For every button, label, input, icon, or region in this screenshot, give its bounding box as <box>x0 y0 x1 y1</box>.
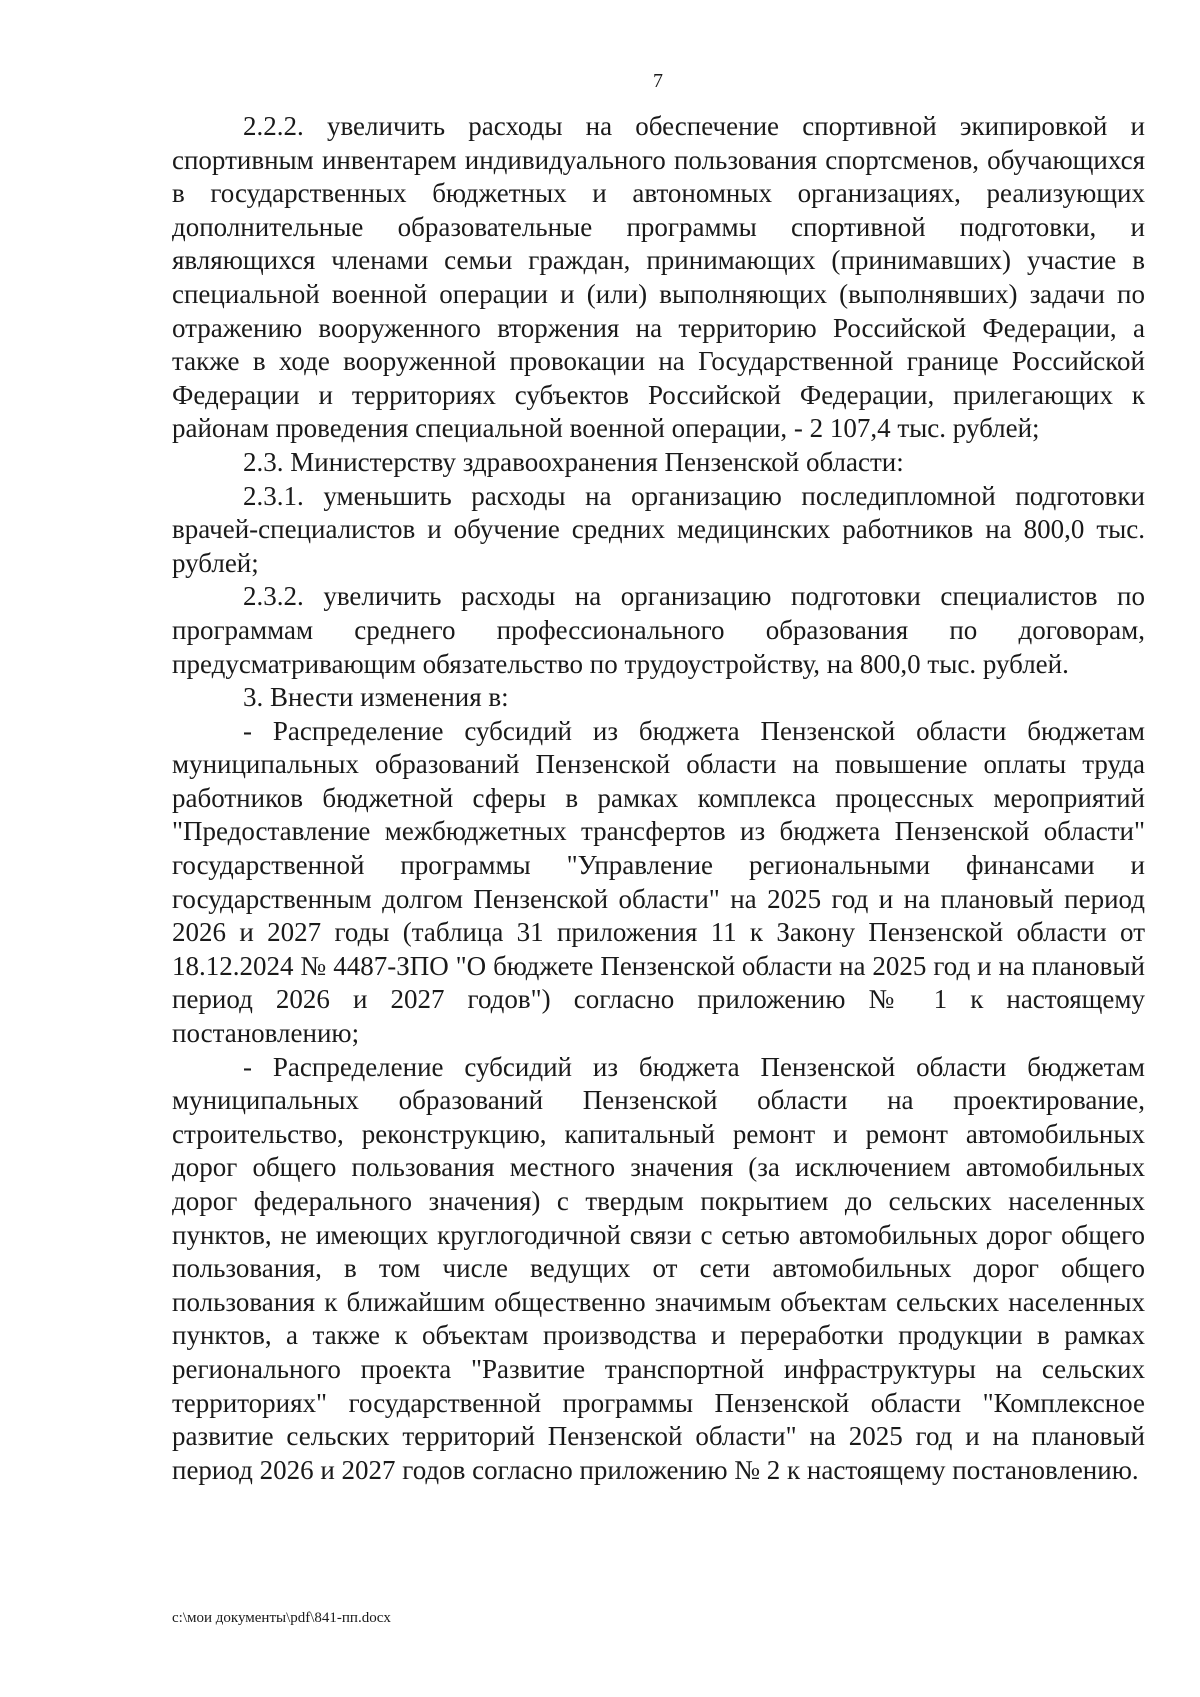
paragraph-2-3-1: 2.3.1. уменьшить расходы на организацию последипломной подготовки врачей-специалистов и обучение средних медицинских работников на 800,0 тыс. рублей; <box>172 480 1145 578</box>
paragraph-3-item-1: - Распределение субсидий из бюджета Пензенской области бюджетам муниципальных образований Пензенской области на повышение оплаты труда работников бюджетной сферы в рамках комплекса процессных мероприятий "Предоставление межбюджетных трансфертов из бюджета Пензенской области" государственной программы "Управление региональными финансами и государственным долгом Пензенской области" на 2025 год и на плановый период 2026 и 2027 годы (таблица 31 приложения 11 к Закону Пензенской области от 18.12.2024 № 4487-ЗПО "О бюджете Пензенской области на 2025 год и на плановый период 2026 и 2027 годов") согласно приложению № 1 к настоящему постановлению; <box>172 715 1145 1049</box>
paragraph-2-3: 2.3. Министерству здравоохранения Пензенской области: <box>243 446 904 477</box>
paragraph-2-2-2: 2.2.2. увеличить расходы на обеспечение спортивной экипировкой и спортивным инвентарем индивидуального пользования спортсменов, обучающихся в государственных бюджетных и автономных организациях, реализующих дополнительные образовательные программы спортивной подготовки, и являющихся членами семьи граждан, принимающих (принимавших) участие в специальной военной операции и (или) выполняющих (выполнявших) задачи по отражению вооруженного вторжения на территорию Российской Федерации, а также в ходе вооруженной провокации на Государственной границе Российской Федерации и территориях субъектов Российской Федерации, прилегающих к районам проведения специальной военной операции, - 2 107,4 тыс. рублей; <box>172 111 1145 444</box>
paragraph-2-3-2: 2.3.2. увеличить расходы на организацию подготовки специалистов по программам среднего профессионального образования по договорам, предусматривающим обязательство по трудоустройству, на 800,0 тыс. рублей. <box>172 581 1145 679</box>
paragraph-3: 3. Внести изменения в: <box>243 682 509 713</box>
page-number: 7 <box>653 70 663 92</box>
footer-file-path: c:\мои документы\pdf\841-пп.docx <box>172 1610 391 1626</box>
document-body <box>172 110 1145 1487</box>
paragraph-3-item-2: - Распределение субсидий из бюджета Пензенской области бюджетам муниципальных образований Пензенской области на проектирование, строительство, реконструкцию, капитальный ремонт и ремонт автомобильных дорог общего пользования местного значения (за исключением автомобильных дорог федерального значения) с твердым покрытием до сельских населенных пунктов, не имеющих круглогодичной связи с сетью автомобильных дорог общего пользования, в том числе ведущих от сети автомобильных дорог общего пользования к ближайшим общественно значимым объектам сельских населенных пунктов, а также к объектам производства и переработки продукции в рамках регионального проекта "Развитие транспортной инфраструктуры на сельских территориях" государственной программы Пензенской области "Комплексное развитие сельских территорий Пензенской области" на 2025 год и на плановый период 2026 и 2027 годов согласно приложению № 2 к настоящему постановлению. <box>172 1051 1145 1485</box>
